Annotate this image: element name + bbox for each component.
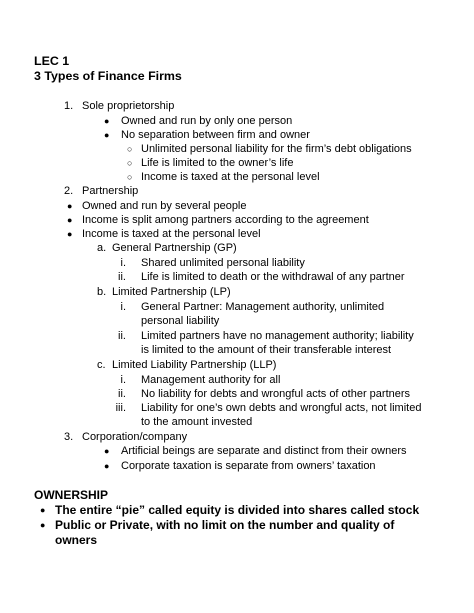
list-item: Public or Private, with no limit on the number and quality of [55,518,395,532]
list-item: Owned and run by only one person [121,115,293,127]
list-roman: ii. [118,330,126,342]
list-item: Liability for one’s own debts and wrongful acts, not limited [141,402,422,414]
list-number: 3. [64,431,74,443]
list-item: Income is taxed at the personal level [82,228,261,240]
list-roman: i. [120,301,126,313]
bullet-icon: ● [67,201,73,211]
firm-type-corporation: Corporation/company [82,431,188,443]
bullet-icon: ● [104,461,110,471]
list-roman: i. [120,374,126,386]
firm-type-partnership: Partnership [82,185,139,197]
list-item: No liability for debts and wrongful acts of other partners [141,388,411,400]
subtype-general-partnership: General Partnership (GP) [112,242,237,254]
bullet-icon: ● [67,229,73,239]
bullet-icon: ● [40,520,46,530]
list-letter: b. [97,286,107,298]
ownership-heading: OWNERSHIP [34,488,109,502]
list-item: Income is taxed at the personal level [141,171,320,183]
list-item: No separation between firm and owner [121,129,310,141]
list-item: Corporate taxation is separate from owners’ taxation [121,460,376,472]
list-roman: ii. [118,388,126,400]
list-item: Income is split among partners according to the agreement [82,214,369,226]
list-roman: ii. [118,271,126,283]
list-item: Unlimited personal liability for the firm’s debt obligations [141,143,412,155]
firm-type-sole-proprietorship: Sole proprietorship [82,100,175,112]
list-roman: iii. [115,402,126,414]
list-item: Life is limited to death or the withdrawal of any partner [141,271,405,283]
list-roman: i. [120,257,126,269]
list-letter: a. [97,242,107,254]
list-item: Management authority for all [141,374,281,386]
list-item-continuation: personal liability [141,315,220,327]
list-item-continuation: to the amount invested [141,416,253,428]
hollow-bullet-icon: ○ [127,172,133,182]
list-number: 1. [64,100,74,112]
list-item-continuation: is limited to the amount of their transferable interest [141,344,392,356]
list-item: The entire “pie” called equity is divided into shares called stock [55,503,420,517]
subtype-limited-liability-partnership: Limited Liability Partnership (LLP) [112,359,277,371]
bullet-icon: ● [67,215,73,225]
bullet-icon: ● [104,116,110,126]
list-item: Shared unlimited personal liability [141,257,305,269]
bullet-icon: ● [104,130,110,140]
bullet-icon: ● [104,446,110,456]
list-item: General Partner: Management authority, unlimited [141,301,385,313]
list-item: Limited partners have no management authority; liability [141,330,414,342]
lecture-title: LEC 1 [34,54,70,68]
hollow-bullet-icon: ○ [127,158,133,168]
list-item: Life is limited to the owner’s life [141,157,294,169]
bullet-icon: ● [40,505,46,515]
list-item: Artificial beings are separate and distinct from their owners [121,445,407,457]
subtype-limited-partnership: Limited Partnership (LP) [112,286,231,298]
list-number: 2. [64,185,74,197]
section-title: 3 Types of Finance Firms [34,69,182,83]
list-item: Owned and run by several people [82,200,247,212]
list-letter: c. [97,359,106,371]
list-item-continuation: owners [55,533,98,547]
hollow-bullet-icon: ○ [127,144,133,154]
